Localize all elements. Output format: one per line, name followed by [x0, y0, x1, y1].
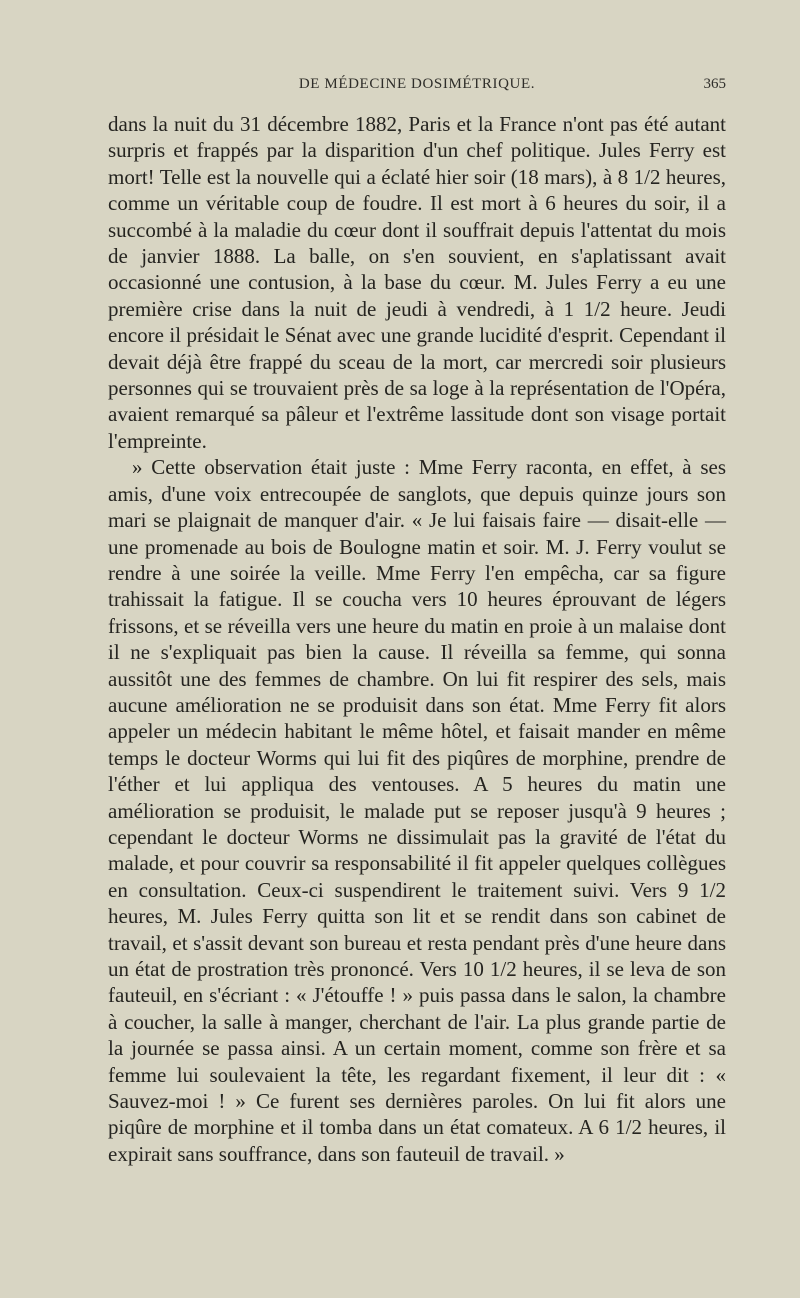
- running-title: DE MÉDECINE DOSIMÉTRIQUE.: [298, 76, 536, 92]
- body-text: [108, 111, 726, 1167]
- paragraph-1: dans la nuit du 31 décembre 1882, Paris et la France n'ont pas été autant surpris et frappés par la disparition d'un chef politique. Jules Ferry est mort! Telle est la nouvelle qui a éclaté hier soir (18 mars), à 8 1/2 heures, comme un véritable coup de foudre. Il est mort à 6 heures du soir, il a succombé à la maladie du cœur dont il souffrait depuis l'attentat du mois de janvier 1888. La balle, on s'en souvient, en s'aplatissant avait occasionné une contusion, à la base du cœur. M. Jules Ferry a eu une première crise dans la nuit de jeudi à vendredi, à 1 1/2 heure. Jeudi encore il présidait le Sénat avec une grande lucidité d'esprit. Cependant il devait déjà être frappé du sceau de la mort, car mercredi soir plusieurs personnes qui se trouvaient près de sa loge à la représentation de l'Opéra, avaient remarqué sa pâleur et l'extrême lassitude dont son visage portait l'empreinte.: [108, 112, 726, 453]
- page-number: 365: [703, 76, 726, 92]
- running-head: [108, 76, 726, 98]
- paragraph-2: » Cette observation était juste : Mme Ferry raconta, en effet, à ses amis, d'une voix entrecoupée de sanglots, que depuis quinze jours son mari se plaignait de manquer d'air. « Je lui faisais faire — disait-elle — une promenade au bois de Boulogne matin et soir. M. J. Ferry voulut se rendre à une soirée la veille. Mme Ferry l'en empêcha, car sa figure trahissait la fatigue. Il se coucha vers 10 heures éprouvant de légers frissons, et se réveilla vers une heure du matin en proie à un malaise dont il ne s'expliquait pas bien la cause. Il réveilla sa femme, qui sonna aussitôt une des femmes de chambre. On lui fit respirer des sels, mais aucune amélioration ne se produisit dans son état. Mme Ferry fit alors appeler un médecin habitant le même hôtel, et faisait mander en même temps le docteur Worms qui lui fit des piqûres de morphine, prendre de l'éther et lui appliqua des ventouses. A 5 heures du matin une amélioration se produisit, le malade put se reposer jusqu'à 9 heures ; cependant le docteur Worms ne dissimulait pas la gravité de l'état du malade, et pour couvrir sa responsabilité il fit appeler quelques collègues en consultation. Ceux-ci suspendirent le traitement suivi. Vers 9 1/2 heures, M. Jules Ferry quitta son lit et se rendit dans son cabinet de travail, et s'assit devant son bureau et resta pendant près d'une heure dans un état de prostration très prononcé. Vers 10 1/2 heures, il se leva de son fauteuil, en s'écriant : « J'étouffe ! » puis passa dans le salon, la chambre à coucher, la salle à manger, cherchant de l'air. La plus grande partie de la journée se passa ainsi. A un certain moment, comme son frère et sa femme lui soulevaient la tête, les regardant fixement, il leur dit : « Sauvez-moi ! » Ce furent ses dernières paroles. On lui fit alors une piqûre de morphine et il tomba dans un état comateux. A 6 1/2 heures, il expirait sans souffrance, dans son fauteuil de travail. »: [108, 455, 726, 1166]
